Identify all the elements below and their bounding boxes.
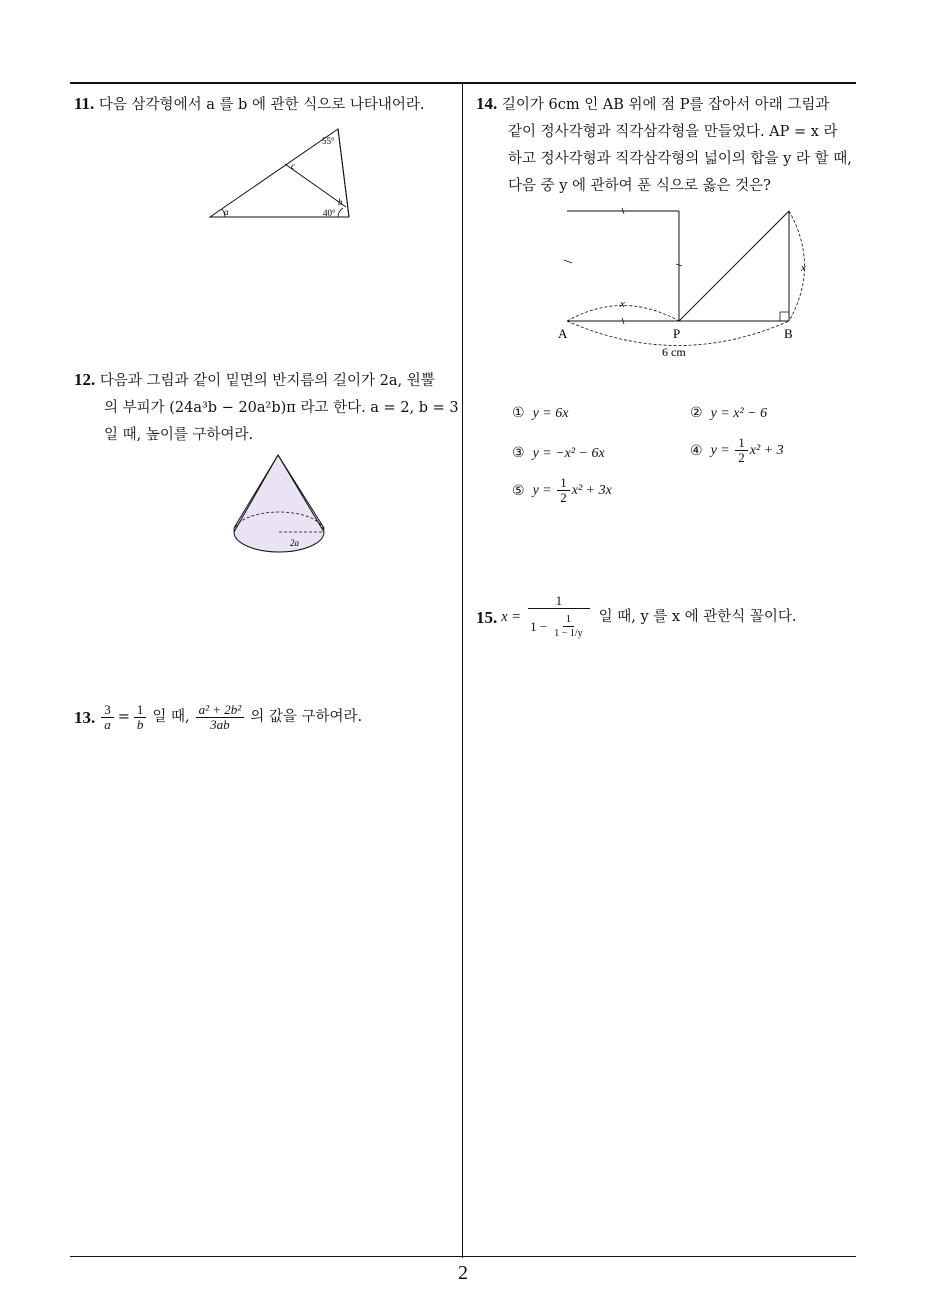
denominator: 2 (560, 490, 567, 505)
question-12 (74, 366, 459, 449)
angle-b-label: b (338, 197, 343, 207)
denominator: a (104, 717, 111, 732)
condition-text: 일 때, (152, 709, 190, 725)
point-a-label: A (558, 326, 568, 341)
fraction-3-over-a (101, 703, 114, 732)
question-line-2: 같이 정사각형과 직각삼각형을 만들었다. AP = x 라 (508, 124, 838, 140)
question-line-1: 길이가 6cm 인 AB 위에 점 P를 잡아서 아래 그림과 (501, 97, 830, 113)
square-triangle-figure (552, 200, 822, 365)
numerator: a² + 2b² (196, 703, 245, 718)
expression-fraction (196, 703, 245, 732)
choice-2[interactable] (690, 405, 767, 422)
continued-fraction (527, 594, 591, 641)
question-line-1: 다음과 그림과 같이 밑면의 반지름의 길이가 2a, 원뿔 (99, 373, 435, 389)
choice-fraction (735, 436, 748, 465)
question-line-3: 하고 정사각형과 직각삼각형의 넓이의 합을 y 라 할 때, (508, 151, 852, 167)
denominator: 1 − 1/y (554, 628, 583, 639)
question-number: 14. (476, 94, 498, 113)
choice-mark: ⑤ (512, 482, 525, 499)
denominator: 2 (738, 450, 745, 465)
choice-text-post: x² + 3 (749, 442, 784, 458)
numerator: 1 (557, 476, 570, 491)
angle-a-label: a (224, 207, 229, 217)
choice-mark: ① (512, 405, 525, 421)
denominator: 3ab (210, 717, 230, 732)
choice-mark: ② (690, 405, 703, 421)
fraction-1-over-b (134, 703, 147, 732)
question-13 (74, 703, 459, 732)
question-14 (476, 90, 866, 200)
page-number: 2 (458, 1262, 468, 1284)
angle-c-label: c (291, 161, 295, 171)
question-number: 11. (74, 94, 95, 113)
choice-text-pre: y = (532, 482, 556, 498)
top-rule (70, 82, 856, 84)
question-15 (476, 594, 866, 641)
question-text: 다음 삼각형에서 a 를 b 에 관한 식으로 나타내어라. (98, 97, 425, 113)
equation-lhs: x = (501, 609, 522, 625)
choice-text: y = x² − 6 (710, 406, 768, 421)
cone-figure (228, 450, 332, 558)
choice-mark: ③ (512, 445, 525, 461)
bottom-rule (70, 1256, 856, 1257)
choice-text: y = 6x (532, 406, 569, 421)
choice-1[interactable] (512, 405, 568, 422)
question-tail: 의 값을 구하여라. (250, 709, 363, 725)
denominator: b (136, 717, 144, 732)
point-p-label: P (673, 326, 681, 341)
question-number: 15. (476, 608, 498, 627)
column-divider (462, 82, 463, 1258)
question-tail: 일 때, y 를 x 에 관한식 꼴이다. (598, 609, 797, 625)
numerator: 3 (101, 703, 114, 718)
denominator (527, 609, 591, 641)
choice-mark: ④ (690, 442, 703, 459)
numerator: 1 (563, 612, 575, 627)
angle-40-label: 40° (323, 208, 336, 218)
numerator: 1 (528, 594, 591, 609)
question-line-3: 일 때, 높이를 구하여라. (104, 427, 254, 443)
question-number: 12. (74, 370, 96, 389)
numerator: 1 (134, 703, 147, 718)
choice-5[interactable] (512, 476, 612, 505)
choice-3[interactable] (512, 445, 605, 462)
equals-sign: = (117, 709, 130, 725)
choice-text-post: x² + 3x (571, 482, 612, 498)
triangle-figure (205, 124, 355, 224)
inner-fraction (551, 612, 585, 641)
question-line-2: 의 부피가 (24a³b − 20a²b)π 라고 한다. a = 2, b = 3 (104, 400, 459, 416)
angle-55-label: 55° (322, 136, 335, 146)
numerator: 1 (735, 436, 748, 451)
x-label-bottom: x (620, 298, 625, 310)
choice-fraction (557, 476, 570, 505)
choice-4[interactable] (690, 436, 784, 465)
question-11 (74, 90, 454, 119)
radius-label: 2a (290, 538, 299, 548)
x-label-right: x (801, 262, 806, 274)
choice-text: y = −x² − 6x (532, 446, 605, 461)
denominator-lead: 1 − (530, 618, 548, 634)
question-line-4: 다음 중 y 에 관하여 푼 식으로 옳은 것은? (508, 178, 771, 194)
choice-text-pre: y = (710, 442, 734, 458)
length-label: 6 cm (662, 345, 686, 359)
point-b-label: B (784, 326, 793, 341)
question-number: 13. (74, 708, 96, 727)
